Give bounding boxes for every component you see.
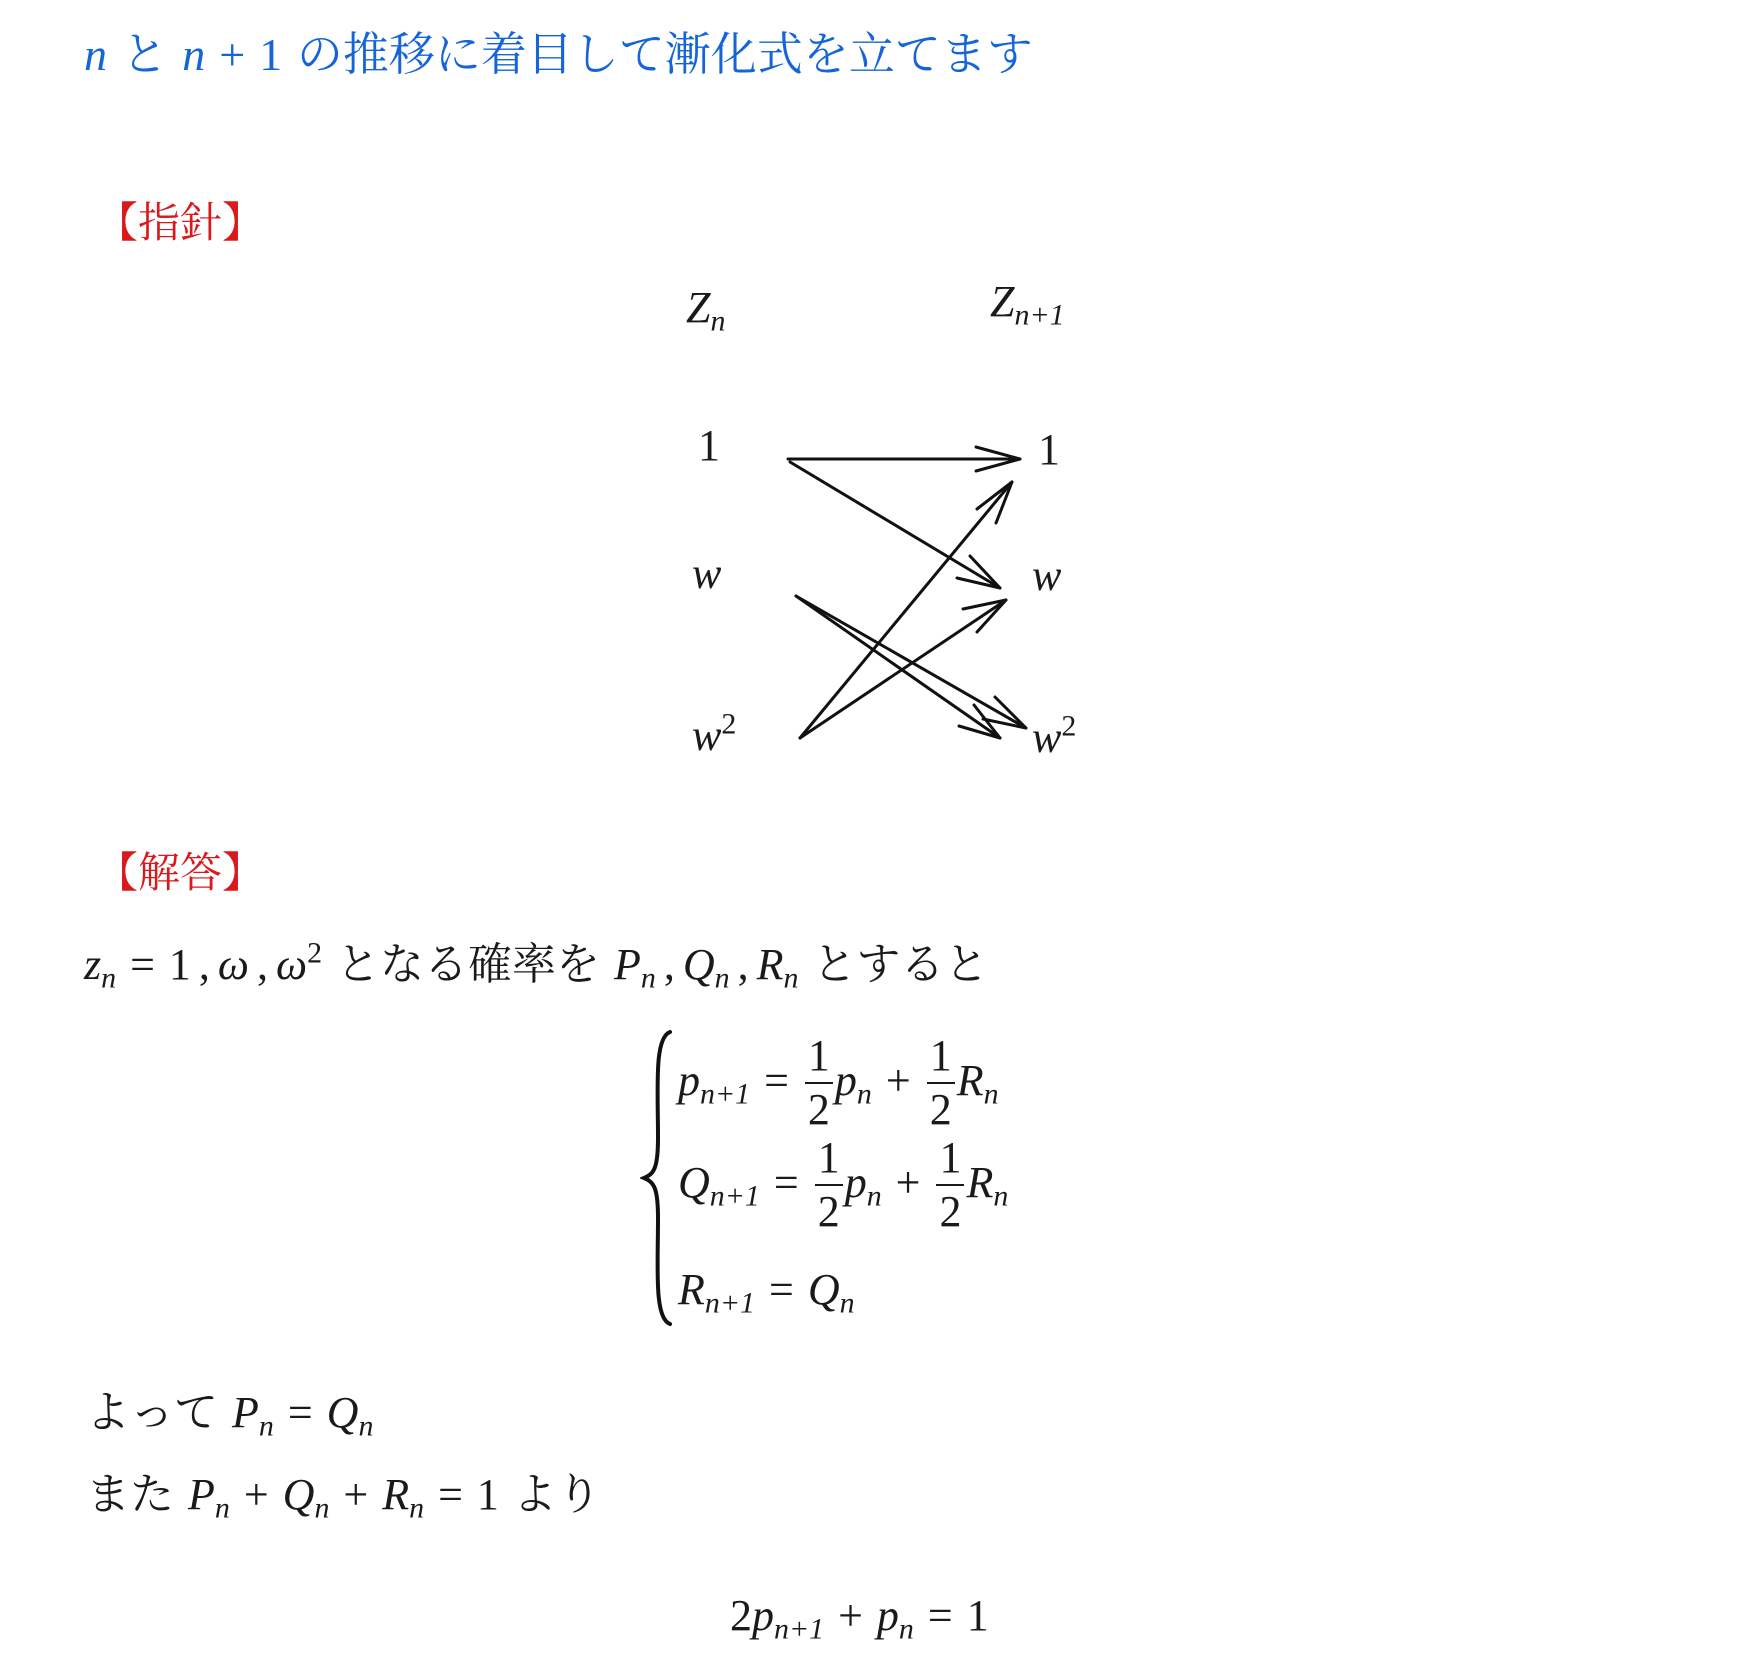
system-row-1: $p_{n+1}$ = $\frac{1}{2}$ $p_n$ + $\frac{1}{2}$ $R_n$ (678, 1031, 999, 1134)
line-mata: また $P_n + Q_n + R_n = 1$ より (86, 1469, 601, 1525)
heading-var-n2: n (182, 29, 206, 80)
arrow-w2-to-1 (800, 482, 1012, 738)
arrow-1-to-1 (788, 447, 1020, 471)
line-yotte: よって $P_n = Q_n$ (86, 1387, 374, 1443)
heading-var-n: n (84, 29, 107, 80)
final-equation: $2p_{n+1} + p_n = 1$ (730, 1591, 989, 1646)
arrow-1-to-w (790, 462, 1000, 588)
section-kaitou: 【解答】 (96, 848, 265, 897)
diagram-right-header: $Z_{n+1}$ (990, 277, 1065, 332)
heading-text: の推移に着目して漸化式を立てます (296, 27, 1033, 81)
system-row-3: $R_{n+1} = Q_n$ (678, 1265, 855, 1320)
diagram-right-node-1: 1 (1038, 425, 1060, 474)
diagram-left-node-w: w (692, 549, 722, 598)
system-brace (640, 1028, 680, 1328)
heading-one: 1 (259, 29, 283, 80)
definition-line: $z_n = 1$ , ω , $\omega^2$ となる確率を $P_n$ , $Q_n$ , $R_n$ とすると (84, 936, 989, 995)
section-shishin: 【指針】 (96, 198, 265, 247)
diagram-right-node-w2: $w^2$ (1032, 709, 1077, 762)
diagram-left-header: $Z_n$ (686, 283, 726, 338)
heading-and: と (121, 27, 168, 81)
system-row-2: $Q_{n+1}$ = $\frac{1}{2}$ $p_n$ + $\frac{1}{2}$ $R_n$ (678, 1133, 1009, 1236)
arrow-w-to-w2-a (796, 596, 1000, 738)
diagram-left-node-1: 1 (698, 421, 720, 470)
heading-plus: + (219, 29, 246, 80)
diagram-left-node-w2: $w^2$ (692, 707, 737, 760)
diagram-right-node-w: w (1032, 551, 1062, 600)
